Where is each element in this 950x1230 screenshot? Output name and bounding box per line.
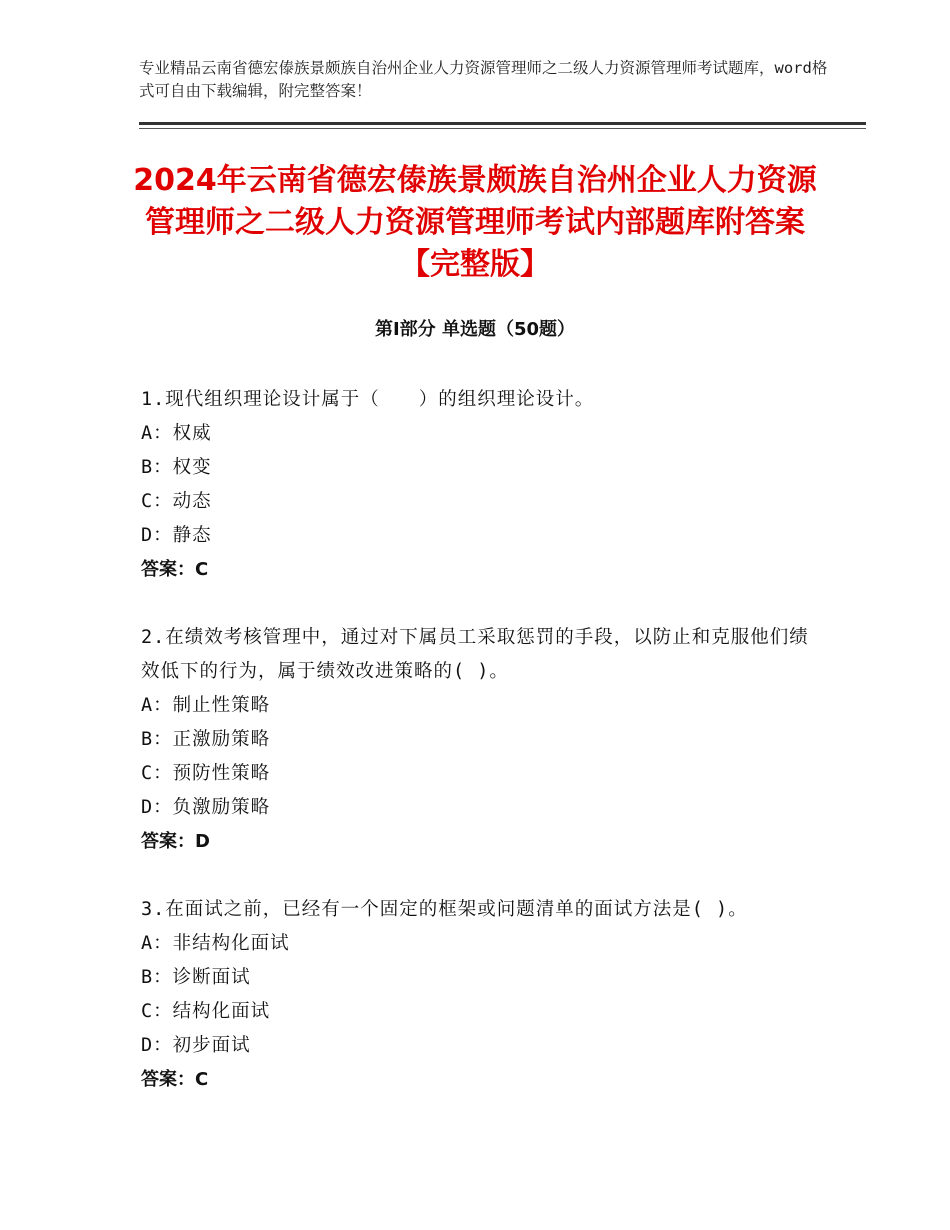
- question-stem: 1.现代组织理论设计属于（ ）的组织理论设计。: [141, 389, 595, 410]
- option-b: B：正激励策略: [141, 729, 271, 750]
- answer: 答案：D: [141, 831, 210, 852]
- option-a: A：权威: [141, 423, 212, 444]
- question-3: [141, 893, 821, 1097]
- document-title: 2024年云南省德宏傣族景颇族自治州企业人力资源管理师之二级人力资源管理师考试内部题库附答案【完整版】: [133, 163, 817, 282]
- option-c: C：动态: [141, 491, 212, 512]
- answer: 答案：C: [141, 559, 209, 580]
- option-a: A：制止性策略: [141, 695, 271, 716]
- header-rule-thick: [139, 122, 866, 125]
- answer: 答案：C: [141, 1069, 209, 1090]
- question-stem: 2.在绩效考核管理中，通过对下属员工采取惩罚的手段，以防止和克服他们绩效低下的行为，属于绩效改进策略的( )。: [141, 627, 809, 682]
- option-b: B：诊断面试: [141, 967, 251, 988]
- question-list: [141, 383, 821, 1131]
- question-stem: 3.在面试之前，已经有一个固定的框架或问题清单的面试方法是( )。: [141, 899, 748, 920]
- option-a: A：非结构化面试: [141, 933, 290, 954]
- option-d: D：初步面试: [141, 1035, 251, 1056]
- option-b: B：权变: [141, 457, 212, 478]
- section-title: 第Ⅰ部分 单选题（50题）: [374, 319, 575, 340]
- option-d: D：静态: [141, 525, 212, 546]
- option-d: D：负激励策略: [141, 797, 271, 818]
- header-note: 专业精品云南省德宏傣族景颇族自治州企业人力资源管理师之二级人力资源管理师考试题库，word格式可自由下载编辑，附完整答案！: [139, 59, 828, 100]
- option-c: C：预防性策略: [141, 763, 271, 784]
- option-c: C：结构化面试: [141, 1001, 271, 1022]
- header-rule-thin: [139, 128, 866, 129]
- question-2: [141, 621, 821, 859]
- question-1: [141, 383, 821, 587]
